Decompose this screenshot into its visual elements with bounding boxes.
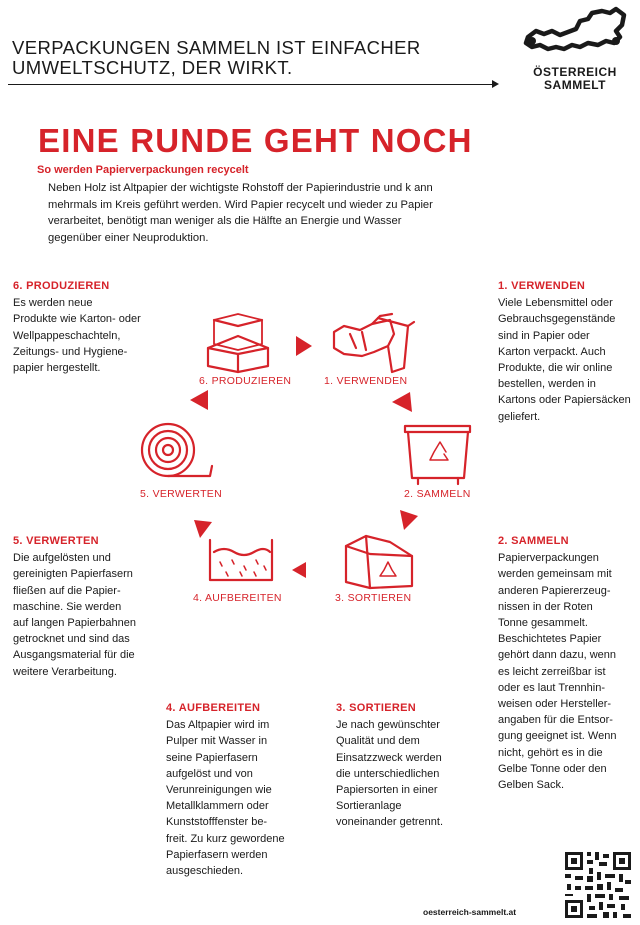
sorting-shed-icon — [346, 536, 412, 588]
step-produzieren-text: Es werden neue Produkte wie Karton- oder Wellpappeschachteln, Zeitungs- und Hygiene- papier hergestellt. — [13, 297, 141, 375]
arrow-2-to-3 — [400, 510, 418, 530]
cardboard-box-icon — [208, 314, 268, 372]
box-bottle-icon — [334, 314, 414, 372]
page-subtitle: So werden Papierverpackungen recycelt — [37, 164, 249, 176]
cycle-label-sortieren: 3. SORTIEREN — [335, 592, 412, 604]
step-sammeln-title: 2. SAMMELN — [498, 535, 569, 547]
arrow-5-to-6 — [190, 390, 208, 410]
header-line-1: VERPACKUNGEN SAMMELN IST EINFACHER — [12, 37, 421, 58]
footer-url[interactable]: oesterreich-sammelt.at — [423, 907, 517, 917]
cycle-label-aufbereiten: 4. AUFBEREITEN — [193, 592, 282, 604]
step-verwerten-text: Die aufgelösten und gereinigten Papierfasern fließen auf die Papier- maschine. Sie werden auf langen Papierbahnen getrocknet und sind das Ausgangsmaterial für die weitere Verarbeitung. — [13, 552, 136, 678]
arrow-3-to-4 — [292, 562, 306, 578]
step-sortieren-text: Je nach gewünschter Qualität und dem Einsatzzweck werden die unterschiedlichen Papiersorten in einer Sortieranlage voneinander getrennt. — [336, 719, 444, 829]
cycle-label-sammeln: 2. SAMMELN — [404, 488, 471, 500]
intro-text: Neben Holz ist Altpapier der wichtigste Rohstoff der Papierindustrie und k ann mehrmals im Kreis geführt werden. Wird Papier recycelt und wieder zu Papier verarbeitet, benötigt man weniger als die Hälfte an Energie und Wasser gegenüber einer Neuproduktion. — [48, 182, 433, 245]
arrow-1-to-2 — [392, 392, 412, 412]
recycling-bin-icon — [405, 426, 470, 484]
step-produzieren-title: 6. PRODUZIEREN — [13, 280, 110, 292]
cycle-label-produzieren: 6. PRODUZIEREN — [199, 375, 292, 387]
step-verwerten-title: 5. VERWERTEN — [13, 535, 99, 547]
step-verwenden-title: 1. VERWENDEN — [498, 280, 586, 292]
cycle-label-verwerten: 5. VERWERTEN — [140, 488, 222, 500]
step-sortieren-title: 3. SORTIEREN — [336, 702, 417, 714]
step-verwenden-text: Viele Lebensmittel oder Gebrauchsgegenstände sind in Papier oder Karton verpackt. Auch Produkte, die wir online bestellen, werden in Kartons oder Papiersäcken geliefert. — [498, 297, 631, 423]
logo-line-2: SAMMELT — [544, 78, 606, 92]
arrow-6-to-1 — [296, 336, 312, 356]
step-sammeln-text: Papierverpackungen werden gemeinsam mit anderen Papiererzeug- nissen in der Roten Tonne gesammelt. Beschichtetes Papier gehört dann dazu, wenn es leicht zerreißbar ist oder es laut Trennhin- weisen oder Hersteller- angaben für die Entsor- gung geeignet ist. Wenn nicht, gehört es in die Gelbe Tonne oder den Gelben Sack. — [498, 552, 617, 792]
arrow-4-to-5 — [194, 520, 212, 538]
logo-line-1: ÖSTERREICH — [533, 65, 617, 79]
pulper-icon — [210, 540, 272, 580]
cycle-label-verwenden: 1. VERWENDEN — [324, 375, 408, 387]
step-aufbereiten-title: 4. AUFBEREITEN — [166, 702, 261, 714]
step-aufbereiten-text: Das Altpapier wird im Pulper mit Wasser in seine Papierfasern aufgelöst und von Verunreinigungen wie Metallklammern oder Kunststofffenster be- freit. Zu kurz gewordene Papierfasern werden ausgeschieden. — [166, 719, 285, 878]
header-line-2: UMWELTSCHUTZ, DER WIRKT. — [12, 57, 293, 78]
qr-code-icon — [563, 850, 633, 920]
page-title: EINE RUNDE GEHT NOCH — [38, 122, 473, 159]
paper-roll-icon — [142, 424, 212, 476]
